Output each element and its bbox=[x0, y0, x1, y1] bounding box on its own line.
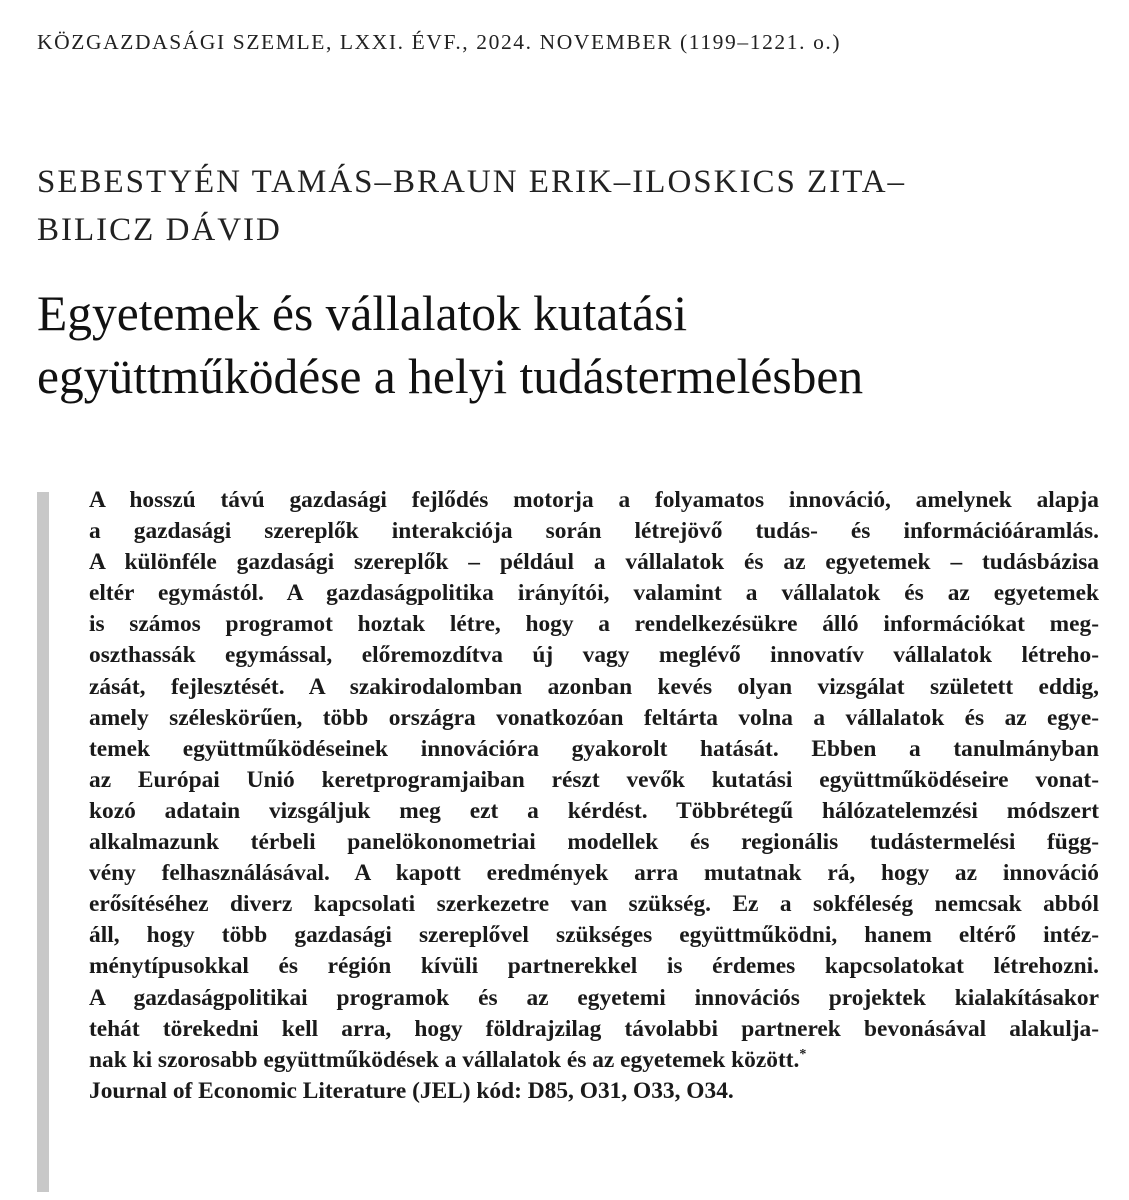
title-line-2: együttműködése a helyi tudástermelésben bbox=[37, 349, 864, 404]
authors-line-2: BILICZ DÁVID bbox=[37, 212, 282, 248]
article-title bbox=[37, 282, 1117, 408]
abstract-line: erősítéséhez diverz kapcsolati szerkezetre van szükség. Ez a sokféleség nemcsak abból bbox=[89, 891, 1099, 918]
authors bbox=[37, 158, 1097, 254]
abstract bbox=[89, 485, 1099, 1107]
authors-line-1: SEBESTYÉN TAMÁS–BRAUN ERIK–ILOSKICS ZITA– bbox=[37, 164, 907, 200]
footnote-marker[interactable]: * bbox=[799, 1046, 807, 1062]
abstract-line: az Európai Unió keretprogramjaiban részt vevők kutatási együttműködéseire vonat- bbox=[89, 766, 1099, 793]
abstract-line: A hosszú távú gazdasági fejlődés motorja a folyamatos innováció, amelynek alapja bbox=[89, 487, 1099, 513]
jel-codes: Journal of Economic Literature (JEL) kód: D85, O31, O33, O34. bbox=[89, 1077, 734, 1104]
abstract-line: A gazdaságpolitikai programok és az egyetemi innovációs projektek kialakításakor bbox=[89, 984, 1099, 1011]
abstract-line: amely széleskörűen, több országra vonatkozóan feltárta volna a vállalatok és az egye- bbox=[89, 704, 1099, 731]
abstract-line: a gazdasági szereplők interakciója során létrejövő tudás- és információáramlás. bbox=[89, 518, 1099, 545]
abstract-line: ménytípusokkal és régión kívüli partnerekkel is érdemes kapcsolatokat létrehozni. bbox=[89, 953, 1099, 980]
abstract-line: oszthassák egymással, előremozdítva új vagy meglévő innovatív vállalatok létreho- bbox=[89, 642, 1099, 669]
abstract-line: temek együttműködéseinek innovációra gyakorolt hatását. Ebben a tanulmányban bbox=[89, 735, 1099, 762]
abstract-line: A különféle gazdasági szereplők – például a vállalatok és az egyetemek – tudásbázisa bbox=[89, 549, 1099, 576]
abstract-line: eltér egymástól. A gazdaságpolitika irányítói, valamint a vállalatok és az egyetemek bbox=[89, 580, 1099, 607]
abstract-side-bar bbox=[37, 492, 49, 1192]
journal-header: KÖZGAZDASÁGI SZEMLE, LXXI. ÉVF., 2024. NOVEMBER (1199–1221. o.) bbox=[37, 30, 842, 54]
abstract-line: tehát törekedni kell arra, hogy földrajzilag távolabbi partnerek bevonásával alakulja- bbox=[89, 1015, 1099, 1042]
abstract-line: vény felhasználásával. A kapott eredmények arra mutatnak rá, hogy az innováció bbox=[89, 860, 1099, 887]
abstract-line: alkalmazunk térbeli panelökonometriai modellek és regionális tudástermelési függ- bbox=[89, 829, 1099, 856]
abstract-final-text: nak ki szorosabb együttműködések a vállalatok és az egyetemek között. bbox=[89, 1046, 800, 1073]
abstract-line: áll, hogy több gazdasági szereplővel szükséges együttműködni, hanem eltérő intéz- bbox=[89, 922, 1099, 949]
abstract-final-line bbox=[89, 1045, 1099, 1076]
abstract-line: is számos programot hoztak létre, hogy a rendelkezésükre álló információkat meg- bbox=[89, 611, 1099, 638]
abstract-line: kozó adatain vizsgáljuk meg ezt a kérdést. Többrétegű hálózatelemzési módszert bbox=[89, 797, 1099, 824]
title-line-1: Egyetemek és vállalatok kutatási bbox=[37, 286, 688, 341]
abstract-line: zását, fejlesztését. A szakirodalomban azonban kevés olyan vizsgálat született eddig, bbox=[89, 673, 1099, 700]
